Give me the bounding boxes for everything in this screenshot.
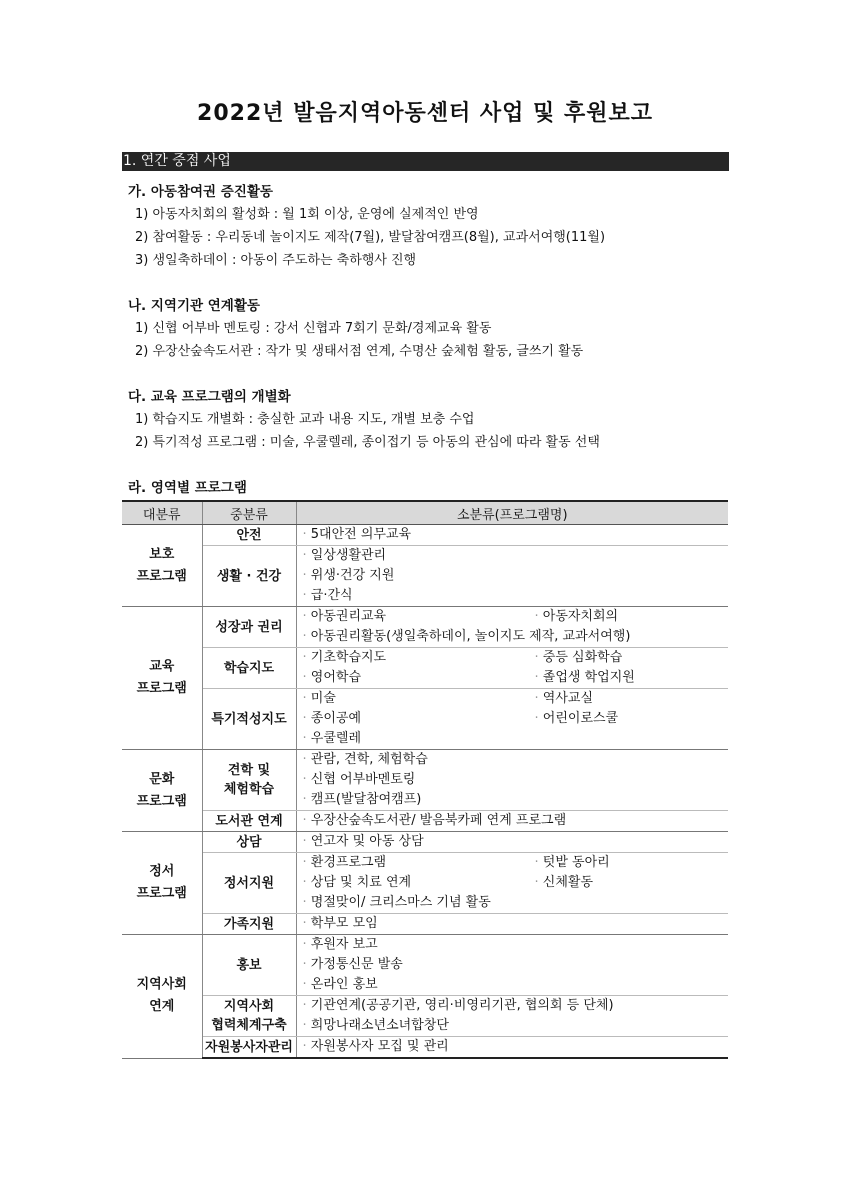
program-item: · 명절맞이/ 크리스마스 기념 활동 xyxy=(303,893,491,913)
program-line xyxy=(303,648,729,668)
program-item: · 온라인 홍보 xyxy=(303,975,378,995)
program-line xyxy=(303,955,729,975)
program-line xyxy=(303,832,729,852)
category-cell xyxy=(122,750,202,832)
program-line xyxy=(303,873,729,893)
program-line xyxy=(303,729,729,749)
category-cell xyxy=(122,935,202,1059)
table-row xyxy=(122,853,728,914)
program-line xyxy=(303,914,729,934)
program-item: · 우장산숲속도서관/ 발음북카페 연계 프로그램 xyxy=(303,811,567,831)
subcategory-label: 자원봉사자관리 xyxy=(205,1039,293,1055)
category-cell xyxy=(122,525,202,607)
program-line xyxy=(303,689,729,709)
program-cell xyxy=(296,689,728,750)
program-item: · 가정통신문 발송 xyxy=(303,955,403,975)
subcategory-cell xyxy=(202,832,296,853)
program-line xyxy=(303,668,729,688)
program-line xyxy=(303,770,729,790)
program-item: · 종이공예 xyxy=(303,709,535,729)
subcategory-label: 협력체계구축 xyxy=(211,1018,287,1033)
subcategory-label: 도서관 연계 xyxy=(215,813,283,829)
program-cell xyxy=(296,996,728,1037)
table-row xyxy=(122,525,728,546)
subcategory-label: 안전 xyxy=(236,527,262,543)
program-cell xyxy=(296,811,728,832)
subcategory-cell xyxy=(202,914,296,935)
program-item: · 자원봉사자 모집 및 관리 xyxy=(303,1037,449,1057)
program-cell xyxy=(296,750,728,811)
table-row xyxy=(122,811,728,832)
program-line xyxy=(303,893,729,913)
subcategory-cell xyxy=(202,607,296,648)
program-cell xyxy=(296,648,728,689)
program-item: · 5대안전 의무교육 xyxy=(303,525,412,545)
subsection-heading: 가. 아동참여권 증진활동 xyxy=(128,184,273,200)
category-label: 정서 xyxy=(149,864,175,879)
table-header-row xyxy=(122,501,728,525)
subcategory-cell xyxy=(202,996,296,1037)
program-cell xyxy=(296,914,728,935)
category-cell xyxy=(122,832,202,935)
subcategory-label: 생활 · 건강 xyxy=(216,568,282,584)
program-item: · 아동권리교육 xyxy=(303,607,535,627)
table-row xyxy=(122,996,728,1037)
program-item: · 일상생활관리 xyxy=(303,546,387,566)
subcategory-label: 상담 xyxy=(236,834,262,850)
program-item: · 텃밭 동아리 xyxy=(535,853,610,873)
program-line xyxy=(303,546,729,566)
subcategory-cell xyxy=(202,546,296,607)
program-line xyxy=(303,1037,729,1057)
program-item: · 졸업생 학업지원 xyxy=(535,668,635,688)
program-cell xyxy=(296,607,728,648)
table-row xyxy=(122,648,728,689)
list-item: 2) 특기적성 프로그램 : 미술, 우쿨렐레, 종이접기 등 아동의 관심에 따라 활동 선택 xyxy=(135,435,600,450)
table-row xyxy=(122,750,728,811)
program-line xyxy=(303,790,729,810)
table-header-cell: 대분류 xyxy=(122,501,202,525)
section-heading: 1. 연간 중점 사업 xyxy=(122,152,729,171)
program-line xyxy=(303,975,729,995)
subcategory-cell xyxy=(202,811,296,832)
subcategory-cell xyxy=(202,853,296,914)
program-item: · 우쿨렐레 xyxy=(303,729,362,749)
subcategory-label: 학습지도 xyxy=(223,660,275,676)
program-item: · 환경프로그램 xyxy=(303,853,535,873)
program-item: · 캠프(발달참여캠프) xyxy=(303,790,422,810)
program-item: · 중등 심화학습 xyxy=(535,648,623,668)
category-label: 프로그램 xyxy=(136,568,187,584)
subcategory-label: 가족지원 xyxy=(223,916,275,932)
program-line xyxy=(303,627,729,647)
subsection-heading: 나. 지역기관 연계활동 xyxy=(128,298,260,314)
program-line xyxy=(303,853,729,873)
list-item: 1) 아동자치회의 활성화 : 월 1회 이상, 운영에 실제적인 반영 xyxy=(135,207,479,222)
program-item: · 영어학습 xyxy=(303,668,535,688)
program-item: · 신협 어부바멘토링 xyxy=(303,770,416,790)
program-item: · 아동권리활동(생일축하데이, 놀이지도 제작, 교과서여행) xyxy=(303,627,631,647)
program-item: · 기관연계(공공기관, 영리·비영리기관, 협의회 등 단체) xyxy=(303,996,614,1016)
subcategory-cell xyxy=(202,935,296,996)
program-item: · 기초학습지도 xyxy=(303,648,535,668)
program-cell xyxy=(296,935,728,996)
program-item: · 신체활동 xyxy=(535,873,594,893)
program-line xyxy=(303,607,729,627)
program-item: · 역사교실 xyxy=(535,689,594,709)
table-row xyxy=(122,546,728,607)
subcategory-cell xyxy=(202,750,296,811)
program-item: · 급·간식 xyxy=(303,586,353,606)
table-row xyxy=(122,607,728,648)
program-line xyxy=(303,709,729,729)
program-table xyxy=(122,500,728,1059)
program-line xyxy=(303,525,729,545)
page-title: 2022년 발음지역아동센터 사업 및 후원보고 xyxy=(197,101,653,126)
subcategory-label: 특기적성지도 xyxy=(211,711,287,727)
subsection-heading: 다. 교육 프로그램의 개별화 xyxy=(128,389,291,405)
program-cell xyxy=(296,546,728,607)
category-label: 프로그램 xyxy=(136,886,187,901)
program-line xyxy=(303,566,729,586)
program-item: · 연고자 및 아동 상담 xyxy=(303,832,424,852)
program-line xyxy=(303,935,729,955)
program-item: · 어린이로스쿨 xyxy=(535,709,619,729)
program-line xyxy=(303,811,729,831)
category-label: 문화 xyxy=(149,771,175,787)
subcategory-label: 정서지원 xyxy=(223,875,275,891)
program-item: · 후원자 보고 xyxy=(303,935,378,955)
category-label: 교육 xyxy=(149,659,175,674)
table-header-cell: 중분류 xyxy=(202,501,296,525)
table-row xyxy=(122,832,728,853)
list-item: 2) 참여활동 : 우리동네 놀이지도 제작(7월), 발달참여캠프(8월), 교과서여행(11월) xyxy=(135,230,606,245)
subcategory-label: 홍보 xyxy=(236,957,262,973)
program-line xyxy=(303,586,729,606)
table-header-cell: 소분류(프로그램명) xyxy=(296,501,728,525)
list-item: 1) 학습지도 개별화 : 충실한 교과 내용 지도, 개별 보충 수업 xyxy=(135,412,475,427)
category-label: 프로그램 xyxy=(136,793,187,809)
program-item: · 관람, 견학, 체험학습 xyxy=(303,750,428,770)
subcategory-label: 체험학습 xyxy=(223,782,275,797)
program-item: · 위생·건강 지원 xyxy=(303,566,395,586)
subcategory-cell xyxy=(202,689,296,750)
program-cell xyxy=(296,1037,728,1059)
program-item: · 아동자치회의 xyxy=(535,607,619,627)
table-row xyxy=(122,689,728,750)
program-item: · 미술 xyxy=(303,689,535,709)
program-item: · 상담 및 치료 연계 xyxy=(303,873,535,893)
subsection-heading: 라. 영역별 프로그램 xyxy=(128,480,247,496)
subcategory-cell xyxy=(202,648,296,689)
list-item: 3) 생일축하데이 : 아동이 주도하는 축하행사 진행 xyxy=(135,253,417,268)
category-label: 지역사회 xyxy=(136,977,187,993)
list-item: 2) 우장산숲속도서관 : 작가 및 생태서점 연계, 수명산 숲체험 활동, 글쓰기 활동 xyxy=(135,344,584,359)
program-cell xyxy=(296,853,728,914)
list-item: 1) 신협 어부바 멘토링 : 강서 신협과 7회기 문화/경제교육 활동 xyxy=(135,321,492,336)
subcategory-label: 지역사회 xyxy=(223,999,275,1014)
table-row xyxy=(122,935,728,996)
category-label: 프로그램 xyxy=(136,681,187,696)
program-item: · 학부모 모임 xyxy=(303,914,378,934)
subcategory-cell xyxy=(202,525,296,546)
category-label: 연계 xyxy=(149,999,175,1015)
category-label: 보호 xyxy=(149,546,175,562)
category-cell xyxy=(122,607,202,750)
program-line xyxy=(303,750,729,770)
program-line xyxy=(303,1016,729,1036)
program-cell xyxy=(296,832,728,853)
subcategory-cell xyxy=(202,1037,296,1059)
program-line xyxy=(303,996,729,1016)
program-item: · 희망나래소년소녀합창단 xyxy=(303,1016,449,1036)
table-row xyxy=(122,914,728,935)
program-cell xyxy=(296,525,728,546)
table-row xyxy=(122,1037,728,1059)
subcategory-label: 견학 및 xyxy=(227,763,271,778)
subcategory-label: 성장과 권리 xyxy=(215,619,283,635)
